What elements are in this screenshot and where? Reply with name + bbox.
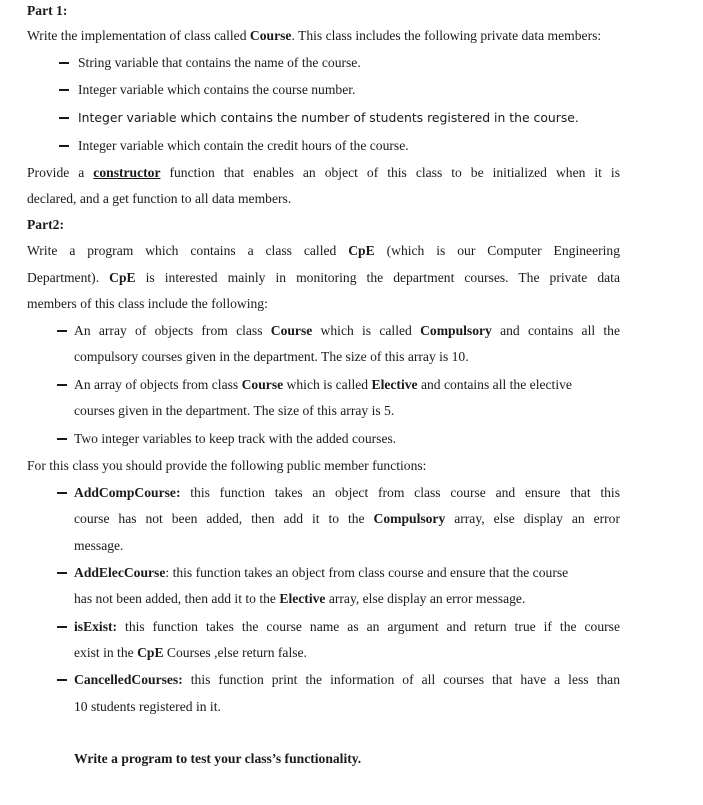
- part2-member-2-line1: An array of objects from class Course which is called Elective and contains all the elective: [74, 377, 572, 392]
- function-cancelledcourses-line1: CancelledCourses: this function print the information of all courses that have a less than: [74, 672, 620, 687]
- function-isexist-line1: isExist: this function takes the course name as an argument and return true if the course: [74, 619, 620, 634]
- function-addcompcourse-line2: course has not been added, then add it to the Compulsory array, else display an error: [74, 511, 620, 526]
- bullet-dash: [57, 384, 67, 386]
- part2-member-3: Two integer variables to keep track with the added courses.: [74, 431, 397, 446]
- part2-functions-intro: For this class you should provide the following public member functions:: [27, 458, 427, 473]
- part1-member-3: Integer variable which contains the number of students registered in the course.: [78, 110, 579, 125]
- part1-member-2: Integer variable which contains the course number.: [78, 82, 356, 97]
- bullet-dash: [57, 492, 67, 494]
- part2-member-1-line2: compulsory courses given in the department. The size of this array is 10.: [74, 349, 469, 364]
- bullet-dash: [57, 330, 67, 332]
- function-addeleccourse-line2: has not been added, then add it to the Elective array, else display an error message.: [74, 591, 526, 606]
- part2-intro-line2: Department). CpE is interested mainly in monitoring the department courses. The private data: [27, 270, 620, 285]
- bullet-dash: [59, 89, 69, 91]
- part2-intro-line3: members of this class include the following:: [27, 296, 268, 311]
- part1-member-4: Integer variable which contain the credit hours of the course.: [78, 138, 409, 153]
- function-addcompcourse-line1: AddCompCourse: this function takes an object from class course and ensure that this: [74, 485, 620, 500]
- bullet-dash: [57, 438, 67, 440]
- function-addeleccourse-line1: AddElecCourse: this function takes an object from class course and ensure that the course: [74, 565, 569, 580]
- part1-heading: Part 1:: [27, 3, 68, 18]
- bullet-dash: [59, 145, 69, 147]
- bullet-dash: [59, 117, 69, 119]
- part1-provide-line2: declared, and a get function to all data members.: [27, 191, 292, 206]
- function-addcompcourse-line3: message.: [74, 538, 124, 553]
- bullet-dash: [57, 572, 67, 574]
- part2-intro-line1: Write a program which contains a class called CpE (which is our Computer Engineering: [27, 243, 620, 258]
- part1-member-1: String variable that contains the name of the course.: [78, 55, 361, 70]
- part2-member-1-line1: An array of objects from class Course which is called Compulsory and contains all the: [74, 323, 620, 338]
- closing-instruction: Write a program to test your class’s functionality.: [74, 751, 362, 766]
- bullet-dash: [57, 626, 67, 628]
- part2-member-2-line2: courses given in the department. The size of this array is 5.: [74, 403, 395, 418]
- bullet-dash: [57, 679, 67, 681]
- part1-intro: Write the implementation of class called Course. This class includes the following private data members:: [27, 28, 602, 43]
- function-isexist-line2: exist in the CpE Courses ,else return false.: [74, 645, 307, 660]
- part1-provide-line1: Provide a constructor function that enables an object of this class to be initialized when it is: [27, 165, 620, 180]
- bullet-dash: [59, 62, 69, 64]
- part2-heading: Part2:: [27, 217, 64, 232]
- function-cancelledcourses-line2: 10 students registered in it.: [74, 699, 221, 714]
